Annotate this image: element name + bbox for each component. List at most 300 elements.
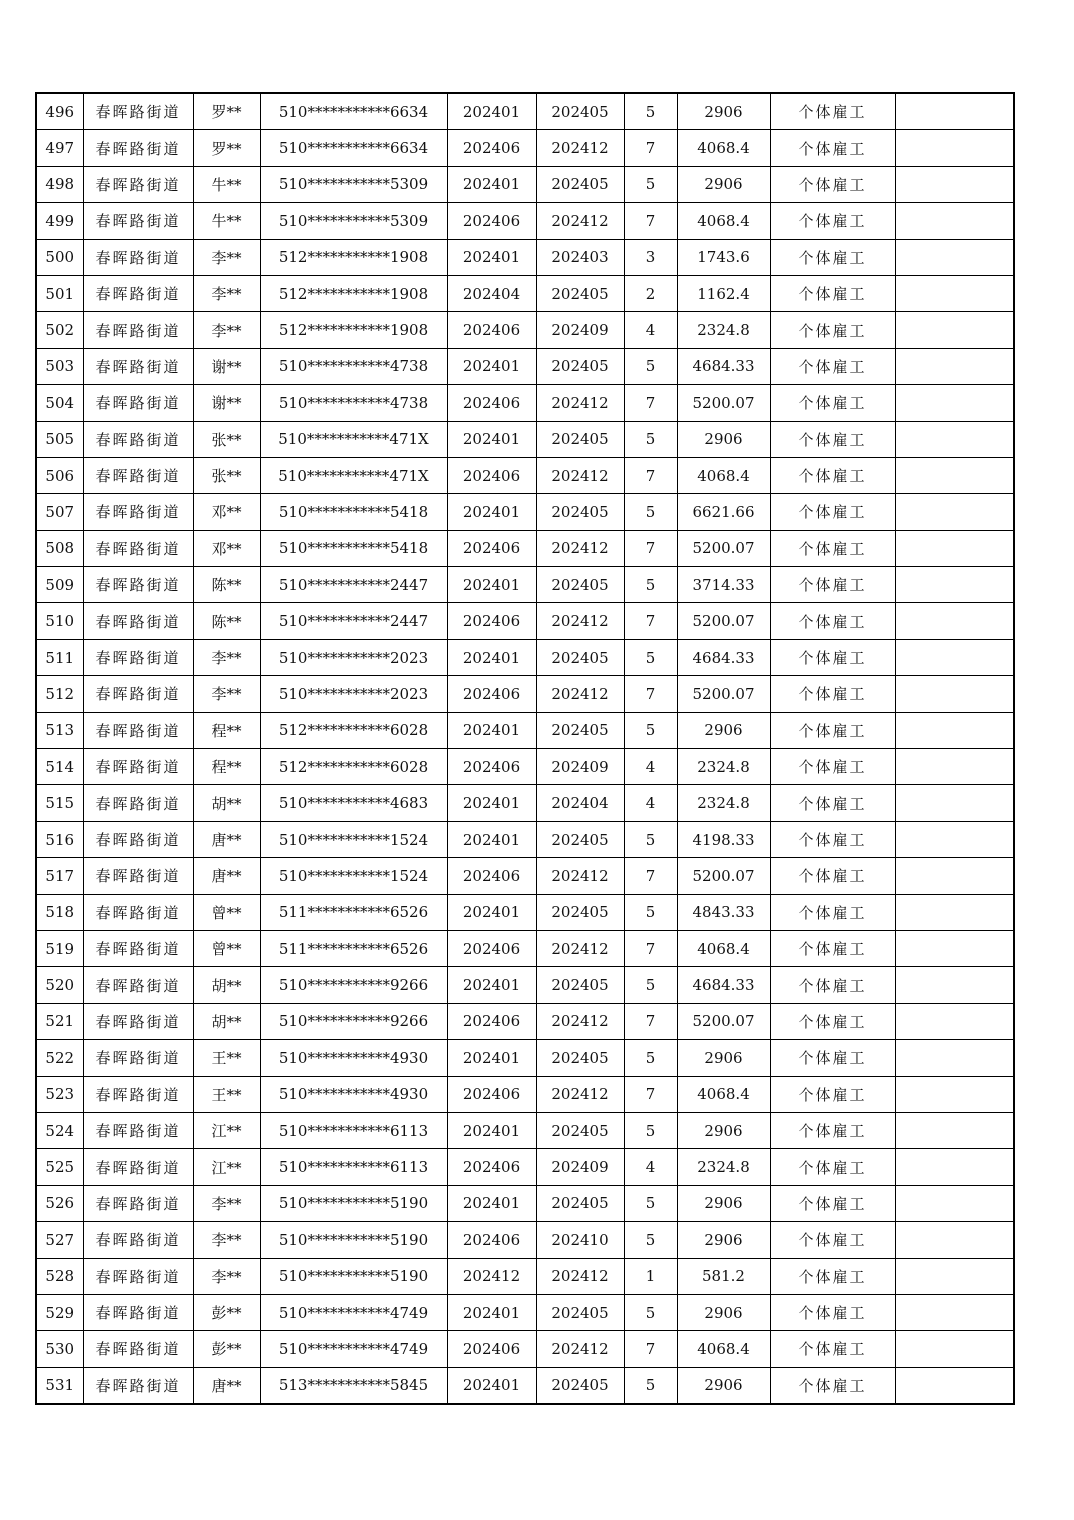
cell-name: 罗** (193, 93, 260, 130)
cell-name: 王** (193, 1040, 260, 1076)
cell-street: 春晖路街道 (83, 203, 193, 239)
cell-street: 春晖路街道 (83, 639, 193, 675)
cell-end: 202405 (536, 821, 624, 857)
table-row (36, 749, 1014, 785)
cell-name: 唐** (193, 858, 260, 894)
cell-amount: 5200.07 (677, 858, 770, 894)
cell-start: 202406 (447, 749, 536, 785)
cell-months: 5 (624, 494, 677, 530)
cell-no: 519 (36, 930, 83, 966)
cell-type: 个体雇工 (770, 712, 895, 748)
cell-no: 530 (36, 1331, 83, 1367)
table-row (36, 1149, 1014, 1185)
cell-months: 7 (624, 530, 677, 566)
cell-end: 202412 (536, 930, 624, 966)
cell-remark (895, 1076, 1014, 1112)
cell-months: 5 (624, 93, 677, 130)
table-row (36, 894, 1014, 930)
cell-type: 个体雇工 (770, 130, 895, 166)
cell-remark (895, 1222, 1014, 1258)
cell-months: 5 (624, 821, 677, 857)
cell-start: 202401 (447, 1040, 536, 1076)
table-row (36, 312, 1014, 348)
cell-name: 江** (193, 1149, 260, 1185)
cell-no: 527 (36, 1222, 83, 1258)
cell-months: 7 (624, 385, 677, 421)
cell-amount: 6621.66 (677, 494, 770, 530)
cell-months: 7 (624, 1076, 677, 1112)
cell-street: 春晖路街道 (83, 785, 193, 821)
cell-id: 510***********4738 (260, 348, 447, 384)
cell-start: 202401 (447, 421, 536, 457)
cell-type: 个体雇工 (770, 967, 895, 1003)
cell-start: 202406 (447, 1076, 536, 1112)
cell-months: 4 (624, 1149, 677, 1185)
cell-months: 5 (624, 1367, 677, 1404)
cell-no: 499 (36, 203, 83, 239)
cell-end: 202412 (536, 203, 624, 239)
cell-remark (895, 530, 1014, 566)
cell-amount: 2906 (677, 1222, 770, 1258)
cell-start: 202406 (447, 385, 536, 421)
cell-end: 202403 (536, 239, 624, 275)
cell-street: 春晖路街道 (83, 312, 193, 348)
cell-no: 529 (36, 1294, 83, 1330)
cell-type: 个体雇工 (770, 385, 895, 421)
cell-name: 陈** (193, 603, 260, 639)
cell-remark (895, 821, 1014, 857)
table-row (36, 530, 1014, 566)
cell-id: 510***********471X (260, 457, 447, 493)
table-row (36, 203, 1014, 239)
cell-id: 510***********5190 (260, 1258, 447, 1294)
cell-amount: 4068.4 (677, 1076, 770, 1112)
cell-type: 个体雇工 (770, 312, 895, 348)
cell-start: 202401 (447, 785, 536, 821)
cell-start: 202401 (447, 93, 536, 130)
cell-months: 7 (624, 603, 677, 639)
cell-no: 506 (36, 457, 83, 493)
cell-type: 个体雇工 (770, 457, 895, 493)
cell-name: 胡** (193, 1003, 260, 1039)
cell-amount: 2906 (677, 712, 770, 748)
cell-name: 彭** (193, 1294, 260, 1330)
cell-start: 202406 (447, 1003, 536, 1039)
cell-id: 510***********6113 (260, 1149, 447, 1185)
cell-street: 春晖路街道 (83, 385, 193, 421)
cell-name: 李** (193, 639, 260, 675)
cell-end: 202412 (536, 385, 624, 421)
table-row (36, 1222, 1014, 1258)
cell-id: 512***********1908 (260, 239, 447, 275)
cell-street: 春晖路街道 (83, 1149, 193, 1185)
cell-amount: 4684.33 (677, 639, 770, 675)
cell-type: 个体雇工 (770, 239, 895, 275)
cell-no: 516 (36, 821, 83, 857)
cell-name: 胡** (193, 967, 260, 1003)
cell-amount: 2906 (677, 1040, 770, 1076)
cell-type: 个体雇工 (770, 1149, 895, 1185)
cell-months: 5 (624, 421, 677, 457)
cell-no: 507 (36, 494, 83, 530)
cell-end: 202405 (536, 567, 624, 603)
cell-id: 510***********1524 (260, 858, 447, 894)
cell-street: 春晖路街道 (83, 603, 193, 639)
cell-amount: 5200.07 (677, 530, 770, 566)
cell-end: 202405 (536, 1112, 624, 1148)
cell-start: 202401 (447, 348, 536, 384)
cell-no: 531 (36, 1367, 83, 1404)
cell-start: 202401 (447, 166, 536, 202)
cell-remark (895, 967, 1014, 1003)
table-body (36, 93, 1014, 1404)
cell-end: 202405 (536, 1040, 624, 1076)
cell-months: 5 (624, 1040, 677, 1076)
cell-remark (895, 203, 1014, 239)
cell-id: 510***********471X (260, 421, 447, 457)
cell-remark (895, 1185, 1014, 1221)
cell-id: 510***********4738 (260, 385, 447, 421)
cell-end: 202405 (536, 894, 624, 930)
cell-remark (895, 494, 1014, 530)
cell-street: 春晖路街道 (83, 1258, 193, 1294)
cell-end: 202405 (536, 421, 624, 457)
cell-no: 497 (36, 130, 83, 166)
cell-type: 个体雇工 (770, 494, 895, 530)
cell-remark (895, 275, 1014, 311)
cell-months: 4 (624, 749, 677, 785)
cell-end: 202412 (536, 1331, 624, 1367)
cell-no: 525 (36, 1149, 83, 1185)
cell-no: 508 (36, 530, 83, 566)
cell-months: 2 (624, 275, 677, 311)
cell-months: 5 (624, 567, 677, 603)
cell-amount: 5200.07 (677, 603, 770, 639)
cell-id: 512***********1908 (260, 312, 447, 348)
cell-type: 个体雇工 (770, 530, 895, 566)
cell-id: 510***********4749 (260, 1294, 447, 1330)
cell-type: 个体雇工 (770, 858, 895, 894)
cell-start: 202406 (447, 530, 536, 566)
cell-remark (895, 785, 1014, 821)
cell-remark (895, 348, 1014, 384)
cell-id: 510***********2447 (260, 603, 447, 639)
cell-street: 春晖路街道 (83, 858, 193, 894)
cell-name: 李** (193, 239, 260, 275)
cell-id: 510***********1524 (260, 821, 447, 857)
cell-no: 520 (36, 967, 83, 1003)
cell-end: 202412 (536, 1076, 624, 1112)
cell-end: 202412 (536, 130, 624, 166)
table-row (36, 1076, 1014, 1112)
cell-amount: 4068.4 (677, 930, 770, 966)
cell-id: 510***********6113 (260, 1112, 447, 1148)
cell-remark (895, 166, 1014, 202)
cell-months: 5 (624, 348, 677, 384)
cell-type: 个体雇工 (770, 1185, 895, 1221)
table-row (36, 421, 1014, 457)
table-row (36, 93, 1014, 130)
cell-amount: 2324.8 (677, 1149, 770, 1185)
cell-end: 202412 (536, 530, 624, 566)
cell-start: 202401 (447, 494, 536, 530)
cell-no: 498 (36, 166, 83, 202)
cell-no: 509 (36, 567, 83, 603)
cell-no: 503 (36, 348, 83, 384)
cell-no: 514 (36, 749, 83, 785)
cell-start: 202406 (447, 1222, 536, 1258)
cell-type: 个体雇工 (770, 603, 895, 639)
cell-street: 春晖路街道 (83, 494, 193, 530)
table-row (36, 1331, 1014, 1367)
table-row (36, 1003, 1014, 1039)
cell-type: 个体雇工 (770, 1331, 895, 1367)
cell-type: 个体雇工 (770, 166, 895, 202)
cell-name: 李** (193, 275, 260, 311)
cell-type: 个体雇工 (770, 275, 895, 311)
cell-name: 谢** (193, 385, 260, 421)
cell-street: 春晖路街道 (83, 1040, 193, 1076)
cell-street: 春晖路街道 (83, 421, 193, 457)
table-row (36, 275, 1014, 311)
cell-type: 个体雇工 (770, 1367, 895, 1404)
cell-remark (895, 312, 1014, 348)
cell-amount: 2324.8 (677, 785, 770, 821)
table-row (36, 1258, 1014, 1294)
table-row (36, 1294, 1014, 1330)
cell-name: 牛** (193, 166, 260, 202)
cell-remark (895, 93, 1014, 130)
cell-type: 个体雇工 (770, 93, 895, 130)
cell-type: 个体雇工 (770, 1222, 895, 1258)
cell-months: 5 (624, 1112, 677, 1148)
cell-name: 李** (193, 676, 260, 712)
cell-remark (895, 457, 1014, 493)
cell-months: 7 (624, 203, 677, 239)
cell-end: 202412 (536, 1258, 624, 1294)
cell-street: 春晖路街道 (83, 676, 193, 712)
table-row (36, 494, 1014, 530)
cell-start: 202406 (447, 457, 536, 493)
cell-id: 510***********4683 (260, 785, 447, 821)
cell-street: 春晖路街道 (83, 275, 193, 311)
cell-no: 502 (36, 312, 83, 348)
cell-no: 496 (36, 93, 83, 130)
cell-months: 5 (624, 639, 677, 675)
cell-no: 521 (36, 1003, 83, 1039)
cell-start: 202406 (447, 1331, 536, 1367)
cell-street: 春晖路街道 (83, 130, 193, 166)
cell-type: 个体雇工 (770, 749, 895, 785)
cell-street: 春晖路街道 (83, 821, 193, 857)
cell-type: 个体雇工 (770, 1294, 895, 1330)
cell-months: 5 (624, 894, 677, 930)
cell-end: 202405 (536, 494, 624, 530)
cell-remark (895, 930, 1014, 966)
cell-no: 524 (36, 1112, 83, 1148)
cell-type: 个体雇工 (770, 1258, 895, 1294)
cell-remark (895, 1149, 1014, 1185)
cell-months: 7 (624, 130, 677, 166)
cell-months: 5 (624, 1222, 677, 1258)
cell-start: 202401 (447, 639, 536, 675)
cell-amount: 5200.07 (677, 676, 770, 712)
cell-type: 个体雇工 (770, 348, 895, 384)
cell-id: 510***********4749 (260, 1331, 447, 1367)
cell-remark (895, 1112, 1014, 1148)
table-row (36, 457, 1014, 493)
cell-type: 个体雇工 (770, 1003, 895, 1039)
cell-months: 7 (624, 858, 677, 894)
cell-name: 曾** (193, 930, 260, 966)
cell-id: 510***********2023 (260, 676, 447, 712)
cell-remark (895, 239, 1014, 275)
cell-end: 202405 (536, 275, 624, 311)
cell-id: 510***********6634 (260, 130, 447, 166)
cell-months: 1 (624, 1258, 677, 1294)
cell-amount: 3714.33 (677, 567, 770, 603)
cell-id: 512***********6028 (260, 712, 447, 748)
cell-months: 7 (624, 1331, 677, 1367)
cell-id: 510***********5418 (260, 530, 447, 566)
cell-name: 王** (193, 1076, 260, 1112)
cell-amount: 1162.4 (677, 275, 770, 311)
table-row (36, 567, 1014, 603)
cell-amount: 2906 (677, 1294, 770, 1330)
cell-end: 202405 (536, 639, 624, 675)
cell-end: 202412 (536, 603, 624, 639)
cell-no: 505 (36, 421, 83, 457)
cell-months: 7 (624, 930, 677, 966)
cell-remark (895, 421, 1014, 457)
cell-remark (895, 639, 1014, 675)
cell-start: 202401 (447, 821, 536, 857)
cell-id: 511***********6526 (260, 930, 447, 966)
cell-id: 513***********5845 (260, 1367, 447, 1404)
cell-street: 春晖路街道 (83, 567, 193, 603)
cell-id: 510***********5190 (260, 1185, 447, 1221)
cell-name: 程** (193, 749, 260, 785)
cell-no: 517 (36, 858, 83, 894)
cell-amount: 2906 (677, 1112, 770, 1148)
table-row (36, 858, 1014, 894)
cell-amount: 4068.4 (677, 203, 770, 239)
cell-no: 512 (36, 676, 83, 712)
cell-street: 春晖路街道 (83, 1367, 193, 1404)
cell-amount: 2906 (677, 166, 770, 202)
cell-start: 202406 (447, 603, 536, 639)
cell-name: 邓** (193, 494, 260, 530)
table-row (36, 1112, 1014, 1148)
cell-months: 3 (624, 239, 677, 275)
cell-type: 个体雇工 (770, 930, 895, 966)
table-row (36, 348, 1014, 384)
table-row (36, 785, 1014, 821)
cell-start: 202406 (447, 858, 536, 894)
cell-no: 522 (36, 1040, 83, 1076)
cell-remark (895, 712, 1014, 748)
cell-start: 202401 (447, 567, 536, 603)
table-row (36, 130, 1014, 166)
cell-id: 510***********6634 (260, 93, 447, 130)
cell-amount: 4684.33 (677, 348, 770, 384)
cell-amount: 2906 (677, 1185, 770, 1221)
table-row (36, 166, 1014, 202)
cell-months: 7 (624, 457, 677, 493)
cell-no: 528 (36, 1258, 83, 1294)
cell-amount: 2906 (677, 93, 770, 130)
cell-amount: 4684.33 (677, 967, 770, 1003)
cell-remark (895, 1003, 1014, 1039)
cell-name: 罗** (193, 130, 260, 166)
table-row (36, 603, 1014, 639)
cell-street: 春晖路街道 (83, 894, 193, 930)
cell-street: 春晖路街道 (83, 749, 193, 785)
cell-street: 春晖路街道 (83, 1185, 193, 1221)
cell-amount: 1743.6 (677, 239, 770, 275)
cell-start: 202401 (447, 1112, 536, 1148)
cell-name: 江** (193, 1112, 260, 1148)
cell-street: 春晖路街道 (83, 1294, 193, 1330)
cell-id: 510***********4930 (260, 1076, 447, 1112)
cell-street: 春晖路街道 (83, 1112, 193, 1148)
cell-type: 个体雇工 (770, 421, 895, 457)
cell-start: 202406 (447, 203, 536, 239)
cell-start: 202401 (447, 894, 536, 930)
cell-name: 李** (193, 312, 260, 348)
cell-id: 511***********6526 (260, 894, 447, 930)
cell-no: 515 (36, 785, 83, 821)
cell-no: 511 (36, 639, 83, 675)
cell-type: 个体雇工 (770, 894, 895, 930)
cell-street: 春晖路街道 (83, 1222, 193, 1258)
cell-name: 邓** (193, 530, 260, 566)
cell-end: 202412 (536, 858, 624, 894)
cell-name: 张** (193, 421, 260, 457)
cell-end: 202410 (536, 1222, 624, 1258)
cell-type: 个体雇工 (770, 639, 895, 675)
cell-remark (895, 1258, 1014, 1294)
subsidy-table (35, 92, 1015, 1405)
cell-end: 202404 (536, 785, 624, 821)
cell-amount: 4068.4 (677, 457, 770, 493)
cell-end: 202412 (536, 676, 624, 712)
cell-months: 7 (624, 1003, 677, 1039)
table-row (36, 712, 1014, 748)
cell-end: 202412 (536, 457, 624, 493)
cell-months: 5 (624, 712, 677, 748)
cell-remark (895, 749, 1014, 785)
cell-start: 202401 (447, 1294, 536, 1330)
cell-type: 个体雇工 (770, 1076, 895, 1112)
cell-no: 504 (36, 385, 83, 421)
cell-remark (895, 603, 1014, 639)
cell-start: 202401 (447, 239, 536, 275)
cell-months: 4 (624, 785, 677, 821)
cell-months: 4 (624, 312, 677, 348)
cell-end: 202412 (536, 1003, 624, 1039)
cell-name: 李** (193, 1222, 260, 1258)
cell-remark (895, 385, 1014, 421)
table-row (36, 639, 1014, 675)
cell-id: 510***********2447 (260, 567, 447, 603)
cell-end: 202405 (536, 1367, 624, 1404)
cell-id: 510***********5190 (260, 1222, 447, 1258)
cell-remark (895, 130, 1014, 166)
table-row (36, 821, 1014, 857)
cell-street: 春晖路街道 (83, 348, 193, 384)
cell-end: 202409 (536, 749, 624, 785)
